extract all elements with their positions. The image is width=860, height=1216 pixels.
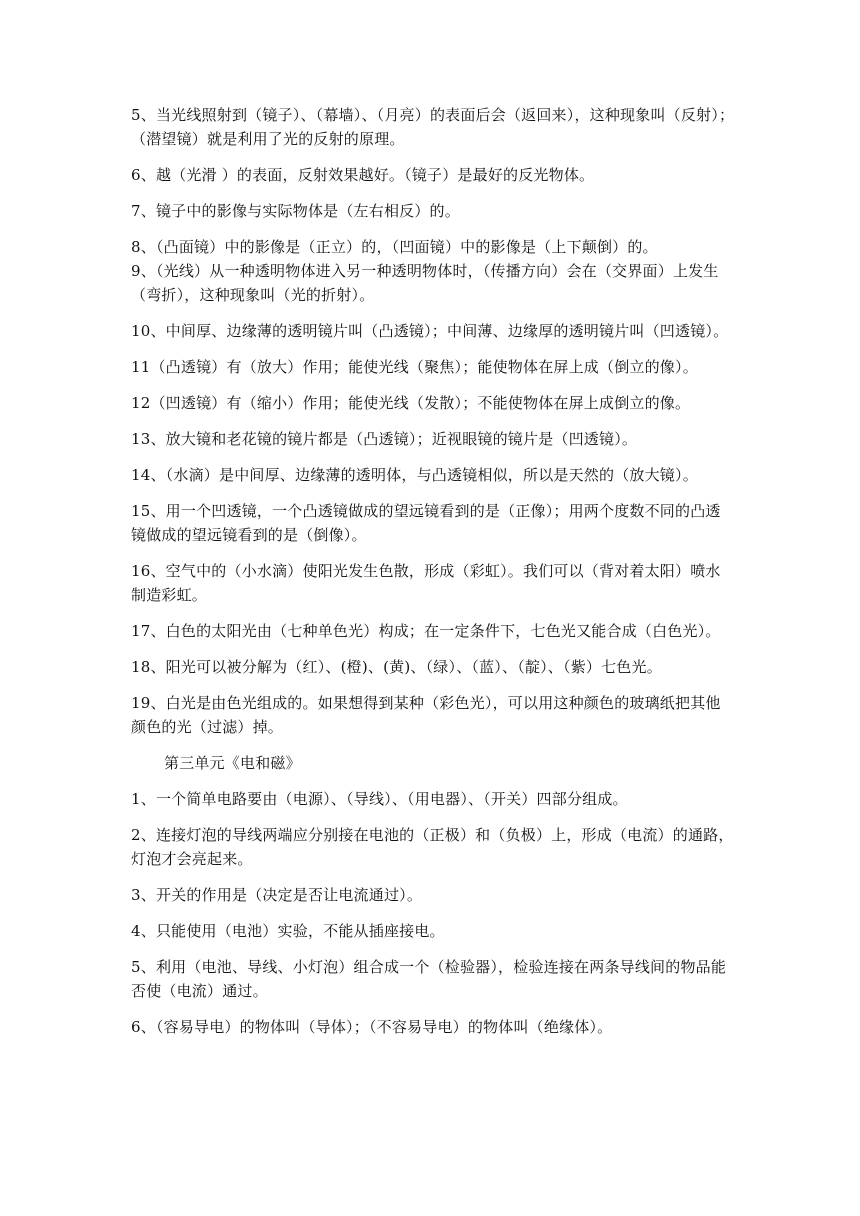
paragraph-item: 16、空气中的（小水滴）使阳光发生色散，形成（彩虹）。我们可以（背对着太阳）喷水制造彩虹。 [131,562,721,604]
paragraph-item: 10、中间厚、边缘薄的透明镜片叫（凸透镜）；中间薄、边缘厚的透明镜片叫（凹透镜）。 [131,322,729,340]
paragraph-item: 18、阳光可以被分解为（红）、(橙)、(黄)、（绿）、（蓝）、（靛）、（紫）七色光。 [131,658,662,676]
paragraph-item: 13、放大镜和老花镜的镜片都是（凸透镜）；近视眼镜的镜片是（凹透镜）。 [131,430,638,448]
paragraph-item: 7、镜子中的影像与实际物体是（左右相反）的。 [131,202,460,220]
document-body [131,103,735,1051]
paragraph-item: 12（凹透镜）有（缩小）作用；能使光线（发散）；不能使物体在屏上成倒立的像。 [131,394,691,412]
section-heading: 第三单元《电和磁》 [164,754,301,772]
paragraph-item: 14、（水滴）是中间厚、边缘薄的透明体，与凸透镜相似，所以是天然的（放大镜）。 [131,466,698,484]
paragraph-item: 6、越（光滑 ）的表面，反射效果越好。（镜子）是最好的反光物体。 [131,166,595,184]
paragraph-item: 1、一个简单电路要由（电源）、（导线）、（用电器）、（开关）四部分组成。 [131,790,628,808]
paragraph-item: 4、只能使用（电池）实验，不能从插座接电。 [131,922,445,940]
paragraph-item: 5、利用（电池、导线、小灯泡）组合成一个（检验器），检验连接在两条导线间的物品能否使（电流）通过。 [131,958,727,1000]
paragraph-item: 9、（光线）从一种透明物体进入另一种透明物体时，（传播方向）会在（交界面）上发生（弯折），这种现象叫（光的折射）。 [131,262,719,304]
paragraph-item: 17、白色的太阳光由（七种单色光）构成；在一定条件下，七色光又能合成（白色光）。 [131,622,721,640]
paragraph-item: 6、（容易导电）的物体叫（导体）；（不容易导电）的物体叫（绝缘体）。 [131,1018,613,1036]
paragraph-item: 3、开关的作用是（决定是否让电流通过）。 [131,886,423,904]
paragraph-item: 15、用一个凹透镜，一个凸透镜做成的望远镜看到的是（正像）；用两个度数不同的凸透镜做成的望远镜看到的是（倒像）。 [131,502,721,544]
paragraph-item: 19、白光是由色光组成的。如果想得到某种（彩色光），可以用这种颜色的玻璃纸把其他颜色的光（过滤）掉。 [131,694,721,736]
paragraph-item: 8、（凸面镜）中的影像是（正立）的，（凹面镜）中的影像是（上下颠倒）的。 [131,238,658,256]
paragraph-item: 2、连接灯泡的导线两端应分别接在电池的（正极）和（负极）上，形成（电流）的通路，灯泡才会亮起来。 [131,826,734,868]
paragraph-item: 11（凸透镜）有（放大）作用；能使光线（聚焦）；能使物体在屏上成（倒立的像）。 [131,358,698,376]
paragraph-item: 5、当光线照射到（镜子）、（幕墙）、（月亮）的表面后会（返回来），这种现象叫（反射）；（潜望镜）就是利用了光的反射的原理。 [131,106,735,148]
